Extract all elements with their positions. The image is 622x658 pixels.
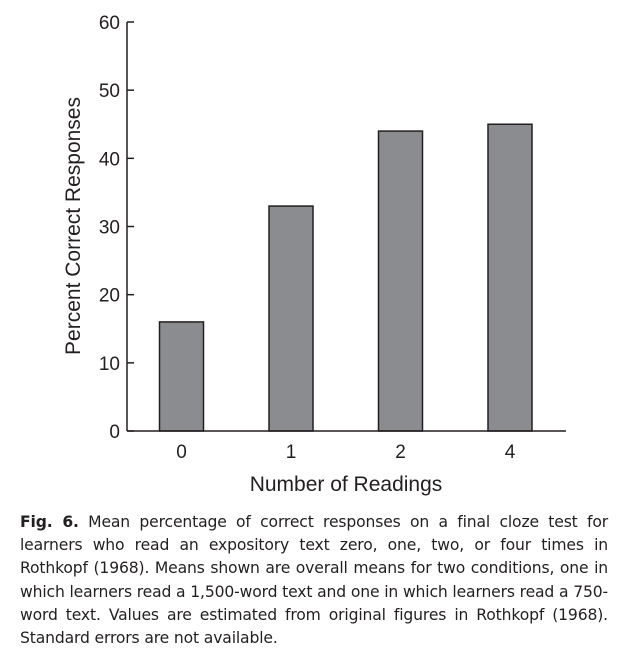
bar-4	[488, 124, 532, 431]
y-tick-label: 50	[98, 81, 120, 103]
x-axis-title: Number of Readings	[249, 473, 443, 496]
bar-2	[379, 131, 423, 431]
caption-text: Mean percentage of correct responses on a final cloze test for learners who read an expository text zero, one, two, or four times in Rothkopf (1968). Means shown are overall means for two conditions, one in which learners read a 1,500-word text and one in which learners read a 750-word text. Values are estimated from original figures in Rothkopf (1968). Standard errors are not available.	[20, 513, 608, 648]
x-tick-label: 1	[285, 442, 297, 463]
x-tick-label: 0	[176, 442, 187, 463]
y-axis-title: Percent Correct Responses	[62, 97, 85, 355]
y-tick-label: 10	[98, 353, 120, 375]
bar-0	[160, 322, 204, 431]
figure-caption	[20, 511, 608, 650]
y-tick-label: 30	[98, 217, 120, 239]
y-tick-label: 0	[109, 422, 120, 443]
x-axis	[127, 431, 566, 463]
x-tick-label: 4	[504, 442, 516, 463]
x-tick-label: 2	[395, 442, 406, 463]
bars	[160, 124, 533, 431]
y-tick-label: 60	[98, 13, 120, 34]
bar-1	[269, 206, 313, 431]
figure-label: Fig. 6.	[20, 513, 79, 531]
y-axis	[99, 13, 134, 443]
y-tick-label: 40	[98, 149, 120, 171]
y-tick-label: 20	[98, 285, 120, 307]
